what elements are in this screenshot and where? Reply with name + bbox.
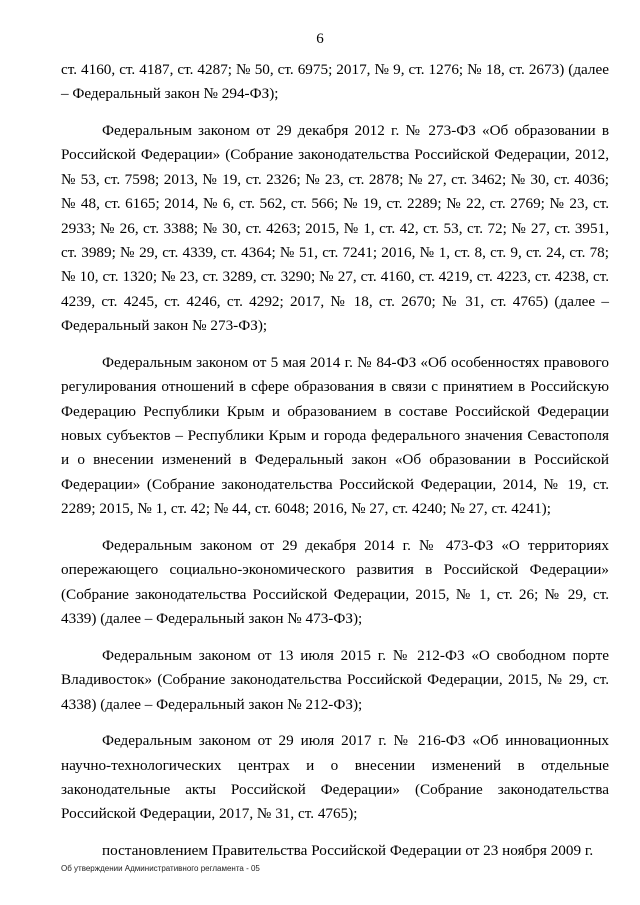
paragraph-law-473: Федеральным законом от 29 декабря 2014 г. № 473-ФЗ «О территориях опережающего социально-экономического развития в Российской Федерации» (Собрание законодательства Российской Федерации, 2015, № 1, ст. 26; № 29, ст. 4339) (далее – Федеральный закон № 473-ФЗ); xyxy=(61,536,609,628)
paragraph-law-84: Федеральным законом от 5 мая 2014 г. № 84-ФЗ «Об особенностях правового регулирования отношений в сфере образования в связи с принятием в Российскую Федерацию Республики Крым и образованием в составе Российской Федерации новых субъектов – Республики Крым и города федерального значения Севастополя и о внесении изменений в Федеральный закон «Об образовании в Российской Федерации» (Собрание законодательства Российской Федерации, 2014, № 19, ст. 2289; 2015, № 1, ст. 42; № 44, ст. 6048; 2016, № 27, ст. 4240; № 27, ст. 4241); xyxy=(61,353,609,518)
footer-note: Об утверждении Административного регламента - 05 xyxy=(61,864,260,873)
paragraph-law-273: Федеральным законом от 29 декабря 2012 г. № 273-ФЗ «Об образовании в Российской Федерации» (Собрание законодательства Российской Федерации, 2012, № 53, ст. 7598; 2013, № 19, ст. 2326; № 23, ст. 2878; № 27, ст. 3462; № 30, ст. 4036; № 48, ст. 6165; 2014, № 6, ст. 562, ст. 566; № 19, ст. 2289; № 22, ст. 2769; № 23, ст. 2933; № 26, ст. 3388; № 30, ст. 4263; 2015, № 1, ст. 42, ст. 53, ст. 72; № 27, ст. 3951, ст. 3989; № 29, ст. 4339, ст. 4364; № 51, ст. 7241; 2016, № 1, ст. 8, ст. 9, ст. 24, ст. 78; № 10, ст. 1320; № 23, ст. 3289, ст. 3290; № 27, ст. 4160, ст. 4219, ст. 4223, ст. 4238, ст. 4239, ст. 4245, ст. 4246, ст. 4292; 2017, № 18, ст. 2670; № 31, ст. 4765) (далее – Федеральный закон № 273-ФЗ); xyxy=(61,122,609,335)
page-number: 6 xyxy=(316,31,324,47)
paragraph-government-decree: постановлением Правительства Российской Федерации от 23 ноября 2009 г. xyxy=(102,841,594,859)
paragraph-law-212: Федеральным законом от 13 июля 2015 г. № 212-ФЗ «О свободном порте Владивосток» (Собрание законодательства Российской Федерации, 2015, № 29, ст. 4338) (далее – Федеральный закон № 212-ФЗ); xyxy=(61,646,609,713)
document-body xyxy=(61,58,609,863)
paragraph-continuation: ст. 4160, ст. 4187, ст. 4287; № 50, ст. 6975; 2017, № 9, ст. 1276; № 18, ст. 2673) (далее – Федеральный закон № 294-ФЗ); xyxy=(61,61,609,103)
paragraph-law-216: Федеральным законом от 29 июля 2017 г. № 216-ФЗ «Об инновационных научно-технологических центрах и о внесении изменений в отдельные законодательные акты Российской Федерации» (Собрание законодательства Российской Федерации, 2017, № 31, ст. 4765); xyxy=(61,732,609,823)
